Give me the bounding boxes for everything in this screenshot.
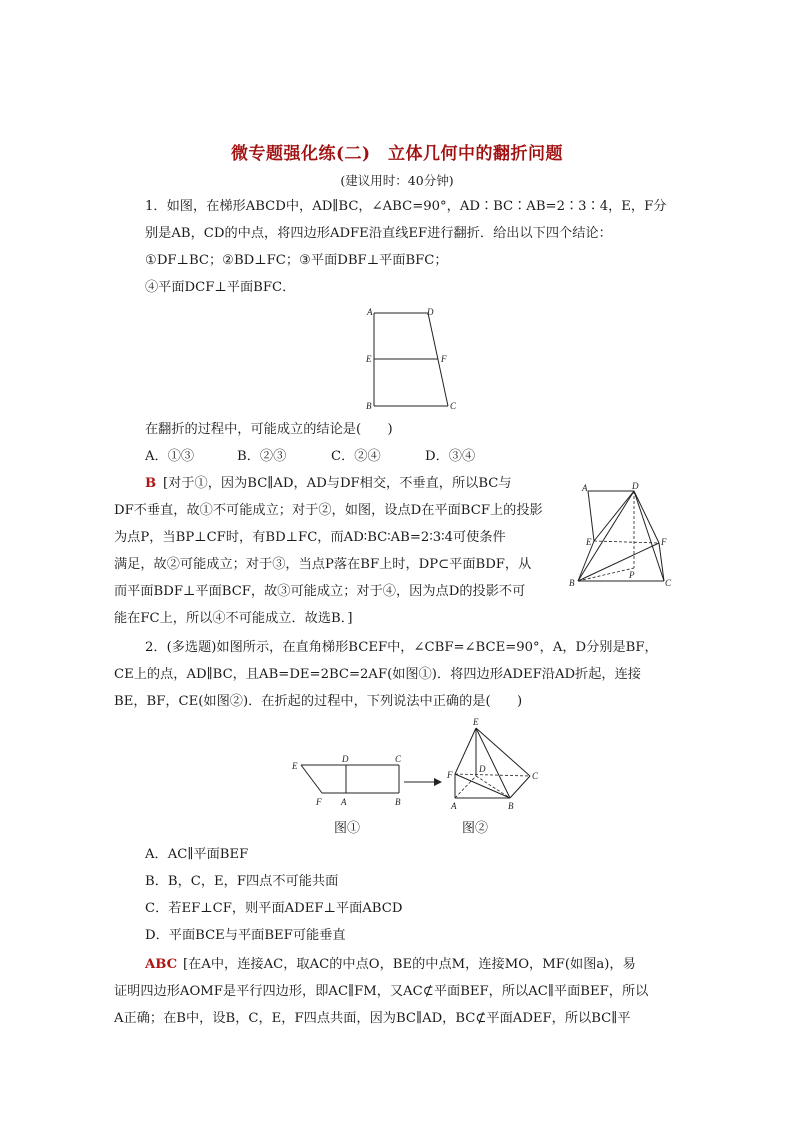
q2-stem-line-2: CE上的点，AD∥BC，且AB=DE=2BC=2AF(如图①)．将四边形ADEF沿AD折起，连接	[114, 667, 641, 682]
q2-option-c: C．若EF⊥CF，则平面ADEF⊥平面ABCD	[145, 901, 403, 916]
q1-solution-line-3: 为点P，当BP⊥CF时，有BD⊥FC，而AD∶BC∶AB=2∶3∶4可使条件	[114, 530, 506, 545]
q2-arrow	[402, 772, 444, 792]
q1-stem-line-1: 1．如图，在梯形ABCD中，AD∥BC，∠ABC=90°，AD∶BC∶AB=2∶3∶4，E，F分	[145, 199, 667, 214]
fig2-label-c: C	[665, 578, 672, 588]
fig1-label-f: F	[441, 354, 447, 364]
q1-stem-line-3: ①DF⊥BC；②BD⊥FC；③平面DBF⊥平面BFC；	[145, 253, 448, 268]
q1-solution-line-6: 能在FC上，所以④不可能成立．故选B．]	[114, 611, 353, 626]
q1-solution-line-1: [对于①，因为BC∥AD，AD与DF相交，不垂直，所以BC与	[163, 476, 512, 491]
q1-trapezoid-figure	[360, 305, 470, 415]
q1-answer: B	[145, 476, 157, 491]
q2-solution-line-3: A正确；在B中，设B，C，E，F四点共面，因为BC∥AD，BC⊄平面ADEF，所以BC∥平	[114, 1011, 631, 1026]
q2-stem-line-1: 2．(多选题)如图所示，在直角梯形BCEF中，∠CBF=∠BCE=90°，A，D分别是BF，	[145, 640, 658, 655]
figure-caption-1: 图①	[334, 821, 361, 836]
fig1-label-e: E	[366, 354, 372, 364]
fig1-label-b: B	[366, 401, 372, 411]
fig2-label-b: B	[569, 578, 575, 588]
fig-b-label-b: B	[508, 801, 514, 811]
fig1-label-a: A	[367, 307, 373, 317]
q2-stem-line-3: BE，BF，CE(如图②)．在折起的过程中，下列说法中正确的是( )	[114, 694, 523, 709]
fig-a-label-b: B	[395, 797, 401, 807]
q2-answer: ABC	[145, 957, 178, 972]
q1-stem-line-4: ④平面DCF⊥平面BFC．	[145, 280, 296, 295]
fig-a-label-a: A	[341, 797, 347, 807]
fig2-label-a: A	[582, 483, 588, 493]
fig2-label-e: E	[586, 537, 592, 547]
fig-a-label-d: D	[342, 754, 349, 764]
q1-option-a: A．①③	[145, 449, 195, 464]
suggested-time: (建议用时：40分钟)	[340, 173, 454, 188]
fig2-label-d: D	[632, 481, 639, 491]
q2-figure-2-folded	[442, 714, 542, 814]
q1-prompt: 在翻折的过程中，可能成立的结论是( )	[145, 422, 393, 437]
q1-option-b: B．②③	[237, 449, 287, 464]
q2-solution-line-1: [在A中，连接AC，取AC的中点O，BE的中点M，连接MO，MF(如图a)，易	[183, 957, 636, 972]
fig-b-label-f: F	[447, 770, 453, 780]
q1-solution-line-5: 而平面BDF⊥平面BCF，故③可能成立；对于④，因为点D的投影不可	[114, 584, 526, 599]
fig-b-label-d: D	[479, 764, 486, 774]
figure-caption-2: 图②	[462, 821, 489, 836]
fig2-label-f: F	[661, 537, 667, 547]
q2-solution-line-2: 证明四边形AOMF是平行四边形，即AC∥FM，又AC⊄平面BEF，所以AC∥平面BEF，所以	[114, 984, 649, 999]
fig-b-label-e: E	[473, 717, 479, 727]
page-title: 微专题强化练(二) 立体几何中的翻折问题	[230, 144, 564, 164]
q1-solution-line-2: DF不垂直，故①不可能成立；对于②，如图，设点D在平面BCF上的投影	[114, 503, 543, 518]
fig1-label-d: D	[427, 307, 434, 317]
q1-stem-line-2: 别是AB，CD的中点，将四边形ADFE沿直线EF进行翻折．给出以下四个结论：	[145, 226, 612, 241]
fig-a-label-f: F	[316, 797, 322, 807]
q2-option-a: A．AC∥平面BEF	[145, 847, 249, 862]
fig-a-label-c: C	[395, 754, 402, 764]
q1-option-c: C．②④	[331, 449, 381, 464]
fig1-label-c: C	[450, 401, 457, 411]
fig-b-label-c: C	[532, 771, 539, 781]
q2-option-b: B．B，C，E，F四点不可能共面	[145, 874, 339, 889]
q2-option-d: D．平面BCE与平面BEF可能垂直	[145, 928, 346, 943]
q1-folded-figure	[566, 478, 678, 590]
fig-a-label-e: E	[292, 761, 298, 771]
q1-option-d: D．③④	[425, 449, 476, 464]
fig-b-label-a: A	[451, 801, 457, 811]
q2-figure-1-trapezoid	[288, 752, 413, 810]
fig2-label-p: P	[629, 570, 635, 580]
q1-solution-line-4: 满足，故②可能成立；对于③，当点P落在BF上时，DP⊂平面BDF，从	[114, 557, 532, 572]
